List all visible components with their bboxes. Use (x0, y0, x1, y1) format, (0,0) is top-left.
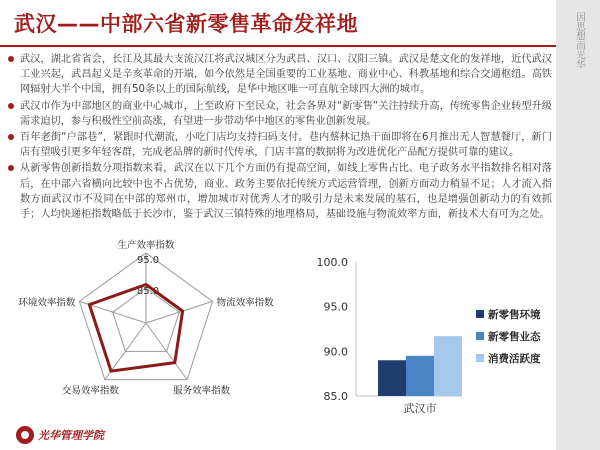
page-title: 武汉——中部六省新零售革命发祥地 (14, 12, 358, 36)
bullet-dot-icon (8, 56, 14, 62)
school-seal-icon (16, 426, 34, 444)
radar-axis-label: 交易效率指数 (61, 385, 119, 397)
bar-3 (434, 336, 462, 396)
radar-axis-label: 服务效率指数 (173, 385, 231, 397)
legend-label: 新零售业态 (488, 331, 541, 343)
bullet-text: 从新零售创新指数分项指数来看，武汉在以下几个方面仍有提高空间，如线上零售占比、电子政务水平指数排名相对落后，在中部六省横向比较中也不占优势，商业、政务主要依托传统方式运营管理，创新方面动力稍显不足；人才流入指数方面武汉市不及同在中部的郑州市，增加城市对优秀人才的吸引力是未来发展的基石，也是增强创新动力的有效抓手；人均快递柜指数略低于长沙市，鉴于武汉三镇特殊的地理格局，基础设施与物流效率方面，新技术大有可为之处。 (20, 163, 552, 221)
bar-chart (290, 248, 556, 418)
bar-y-tick-label: 90.0 (323, 345, 348, 359)
bullet-item (6, 161, 552, 222)
bar-y-tick-label: 95.0 (323, 300, 348, 314)
radar-tick-label: 95.0 (136, 255, 160, 266)
radar-axis-label: 生产效率指数 (117, 240, 175, 251)
side-strip (556, 0, 600, 450)
logo-text: 光华管理学院 (38, 429, 104, 442)
bullet-list (6, 52, 552, 223)
legend-label: 新零售环境 (488, 309, 541, 321)
legend-label: 消费活跃度 (488, 353, 541, 365)
radar-tick-label: 85.0 (136, 286, 160, 297)
bar-y-tick-label: 85.0 (323, 390, 348, 403)
legend-swatch (476, 310, 484, 318)
radar-axis-label: 环境效率指数 (18, 297, 76, 309)
bar-category-label: 武汉市 (403, 402, 437, 415)
bullet-text: 武汉市作为中部地区的商业中心城市，上至政府下至民众，社会各界对“新零售”关注持续升高，传统零售企业转型升级需求迫切，参与积极性空前高涨，有望进一步带动华中地区的零售业创新发展。 (20, 100, 552, 127)
legend-swatch (476, 332, 484, 340)
bullet-dot-icon (8, 134, 14, 140)
bullet-item (6, 52, 552, 98)
logo (16, 424, 136, 446)
legend-swatch (476, 354, 484, 362)
bar-1 (378, 360, 406, 396)
radar-axis-label: 物流效率指数 (216, 297, 274, 309)
title-divider (0, 45, 556, 47)
radar-series (89, 285, 182, 372)
bar-2 (406, 356, 434, 396)
side-tag: 因思想而光华 (574, 12, 585, 69)
bullet-text: 百年老街“户部巷”，紧跟时代潮流，小吃门店均支持扫码支付。巷内蔡林记热干面即将在6月推出无人智慧餐厅，新门店有望吸引更多年轻客群，完成老品牌的新时代传承，门店丰富的数据将为改进优化产品配方提供可靠的建议。 (20, 132, 552, 159)
bullet-dot-icon (8, 165, 14, 171)
bullet-item (6, 99, 552, 129)
bullet-dot-icon (8, 103, 14, 109)
bar-y-tick-label: 100.0 (316, 256, 348, 269)
bullet-item (6, 130, 552, 160)
radar-chart (0, 232, 290, 422)
radar-spoke (146, 301, 213, 323)
title-bar (0, 0, 556, 46)
bullet-text: 武汉，湖北省省会，长江及其最大支流汉江将武汉城区分为武昌、汉口、汉阳三镇。武汉是楚文化的发祥地，近代武汉工业兴起，武昌起义是辛亥革命的开端，如今依然是全国重要的工业基地、商业中心、科教基地和综合交通枢纽。高铁网辐射大半个中国，拥有50条以上的国际航线，是华中地区唯一可直航全球四大洲的城市。 (20, 54, 552, 96)
